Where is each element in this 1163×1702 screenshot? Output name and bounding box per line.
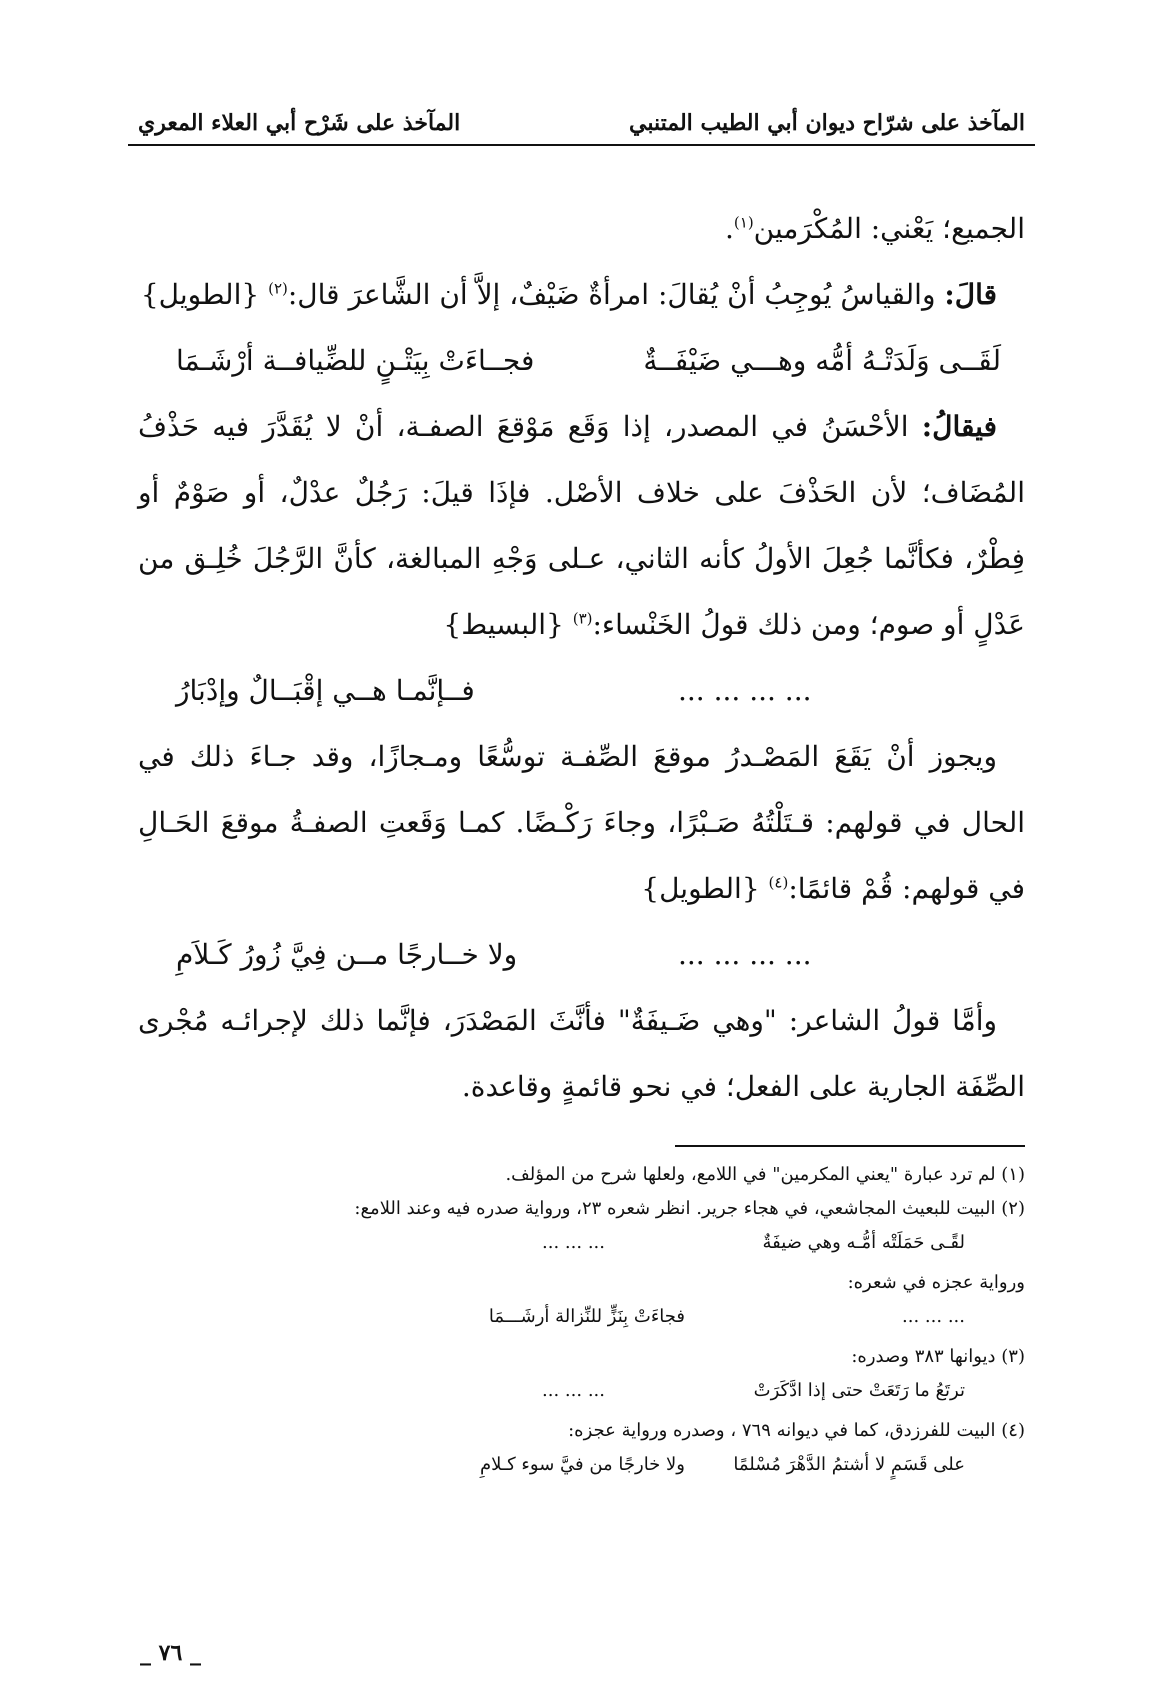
verse-3-second-hemistich: ولا خــارجًا مــن فِيَّ زُورُ كَـلاَمِ [176, 938, 518, 971]
header-divider [128, 144, 1035, 146]
footnotes [138, 1158, 1025, 1488]
header-chapter-title: المآخذ على شَرْح أبي العلاء المعري [138, 110, 461, 136]
paragraph-3-text: الأحْسَنُ في المصدر، إذا وَقَع مَوْقعَ الصفـة، أنْ لا يُقَدَّرَ فيه حَذْفُ المُضَاف؛ لأن الحَذْفَ على خلاف الأصْل. فإذَا قيلَ: رَجُلٌ عدْلٌ، أو صَوْمٌ أو فِطْرٌ، فكأنَّما جُعِلَ الأولُ كأنه الثاني، عـلى وَجْهِ المبالغة، كأنَّ الرَّجُلَ خُلِـق من عَدْلٍ أو صوم؛ ومن ذلك قولُ الخَنْساء: [138, 410, 1025, 641]
footnote-4-verse [138, 1448, 1025, 1488]
verse-2 [138, 658, 1025, 724]
footnote-2-verse-1 [138, 1226, 1025, 1266]
footnote-2-verse-2 [138, 1300, 1025, 1340]
footnote-1: (١) لم ترد عبارة "يعني المكرمين" في اللامع، ولعلها شرح من المؤلف. [505, 1164, 1025, 1185]
verse-2-ellipsis: ... ... ... ... [678, 674, 812, 707]
paragraph-3 [138, 394, 1025, 658]
paragraph-4-text: ويجوز أنْ يَقَعَ المَصْـدرُ موقعَ الصِّفـة توسُّعًا ومـجازًا، وقد جـاءَ ذلك في الحال في قولهم: قـتَلْتُهُ صَـبْرًا، وجاءَ رَكْـضًا. كمـا وَقَعتِ الصفـةُ موقعَ الحَـالِ في قولهم: قُمْ قائمًا: [138, 740, 1025, 905]
meter-label: {الطويل} [641, 872, 769, 905]
footnote-4: (٤) البيت للفرزدق، كما في ديوانه ٧٦٩ ، وصدره ورواية عجزه: [568, 1420, 1025, 1441]
running-header [138, 96, 1025, 140]
footnote-3-verse-text: ترتَعُ ما رَتَعَتْ حتى إذا ادَّكَرَتْ [753, 1380, 965, 1401]
footnote-2-verse-2-text: فجاءَتْ بِنَزٍّ للنِّزالة أرشَـــمَا [488, 1306, 685, 1327]
header-book-title: المآخذ على شرّاح ديوان أبي الطيب المتنبي [629, 110, 1025, 136]
footnote-ref-4: (٤) [768, 873, 789, 892]
paragraph-2-text: والقياسُ يُوجِبُ أنْ يُقالَ: امرأةٌ ضَيْفٌ، إلاَّ أن الشَّاعرَ قال: [287, 278, 945, 311]
verse-2-second-hemistich: فــإنَّمـا هــي إقْبَــالٌ وإدْبَارُ [176, 674, 475, 707]
footnote-2-verse-1-dots: ... ... ... [542, 1232, 605, 1253]
footnote-2: (٢) البيت للبعيث المجاشعي، في هجاء جرير. انظر شعره ٢٣، ورواية صدره فيه وعند اللامع: [354, 1198, 1025, 1219]
verse-3 [138, 922, 1025, 988]
qala-label: قالَ: [944, 278, 997, 311]
footnote-2-verse-2-dots: ... ... ... [902, 1306, 965, 1327]
footnote-4-verse-first: على قَسَمٍ لا أشتمُ الدَّهْرَ مُسْلمًا [733, 1454, 965, 1475]
footnote-4-verse-second: ولا خارجًا من فيَّ سوء كـلامِ [479, 1454, 685, 1475]
verse-3-ellipsis: ... ... ... ... [678, 938, 812, 971]
meter-label: {البسيط} [443, 608, 573, 641]
verse-1 [138, 328, 1025, 394]
footnote-3: (٣) ديوانها ٣٨٣ وصدره: [851, 1346, 1025, 1367]
footnote-ref-2: (٢) [268, 279, 288, 298]
paragraph-1 [138, 196, 1025, 262]
paragraph-4 [138, 724, 1025, 922]
footnote-2-verse-1-text: لقًـى حَمَلَتْه أمُّـه وهي ضيفَةٌ [762, 1232, 965, 1253]
paragraph-1-text: الجميع؛ يَعْني: المُكْرَمين [753, 212, 1025, 245]
page-number: _ ٧٦ _ [140, 1640, 201, 1666]
paragraph-1-end: . [724, 212, 734, 245]
main-text [138, 196, 1025, 1120]
footnote-divider [675, 1145, 1025, 1147]
verse-1-first-hemistich: لَقَــى وَلَدَتْـهُ أمُّه وهـــي ضَيْفَــةٌ [643, 344, 1001, 377]
paragraph-2 [138, 262, 1025, 328]
footnote-ref-3: (٣) [572, 609, 593, 628]
meter-label: {الطويل} [140, 278, 269, 311]
verse-1-second-hemistich: فجــاءَتْ بِيَتْـنٍ للضِّيافــة أرْشَـمَا [176, 344, 535, 377]
footnote-2-note: ورواية عجزه في شعره: [847, 1272, 1025, 1293]
footnote-ref-1: (١) [733, 213, 754, 232]
footnote-3-verse [138, 1374, 1025, 1414]
footnote-3-verse-dots: ... ... ... [542, 1380, 605, 1401]
paragraph-5: وأمَّا قولُ الشاعر: "وهي ضَـيفَةٌ" فأنَّثَ المَصْدَرَ، فإنَّما ذلك لإجرائـه مُجْرى الصِّفَة الجارية على الفعل؛ في نحو قائمةٍ وقاعدة. [138, 1004, 1025, 1103]
fayuqal-label: فيقالُ: [921, 410, 997, 443]
